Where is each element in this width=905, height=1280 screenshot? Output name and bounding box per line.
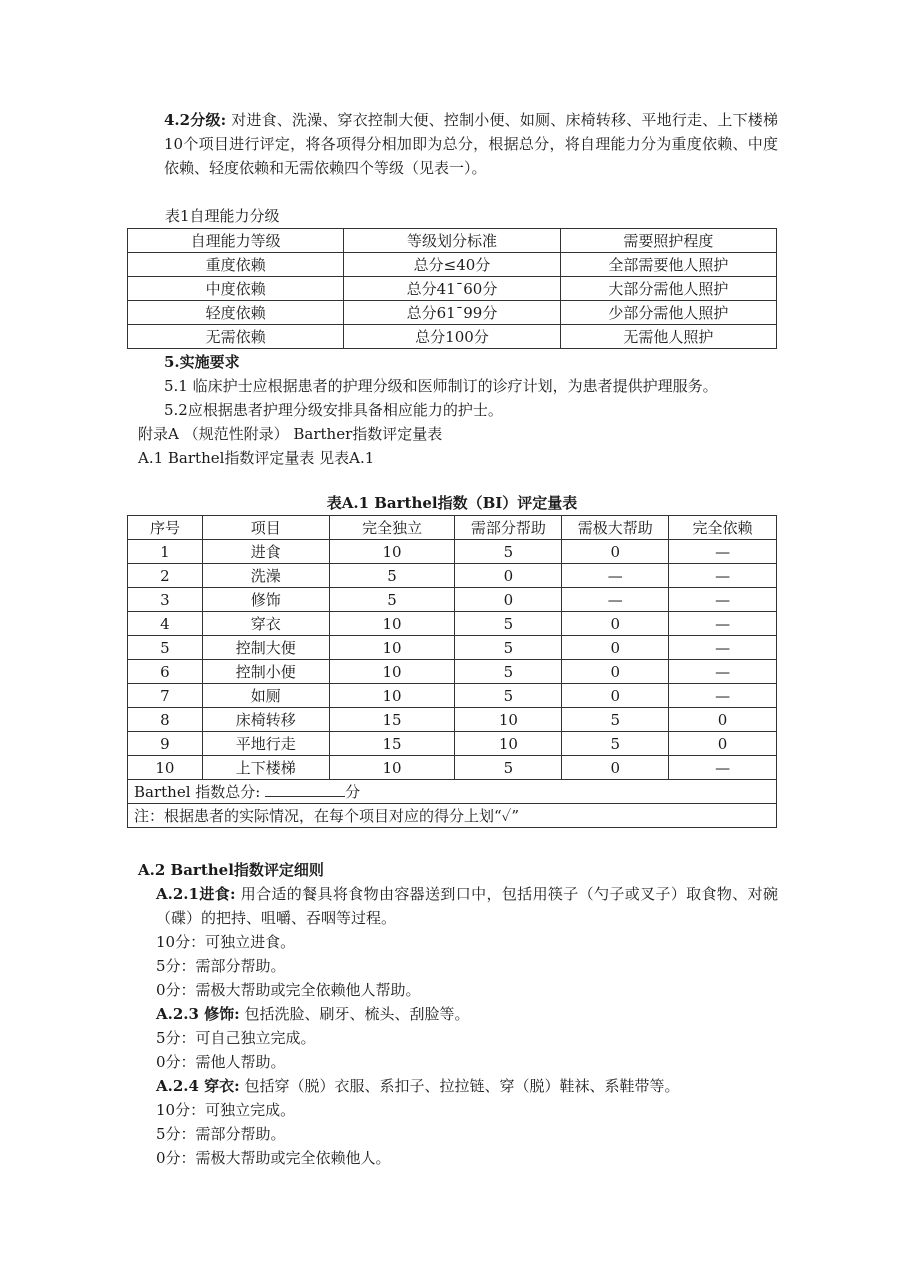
table-header-cell: 需部分帮助: [455, 516, 562, 540]
section-4-2: [138, 108, 778, 180]
table-cell: 0: [562, 684, 669, 708]
table-cell: —: [562, 588, 669, 612]
table-row: [128, 636, 777, 660]
table-row: [128, 540, 777, 564]
section-a21-label: A.2.1进食:: [156, 885, 236, 903]
table-cell: 15: [329, 732, 455, 756]
table-row: [128, 325, 777, 349]
table-header-cell: 需极大帮助: [562, 516, 669, 540]
table-cell: 控制小便: [202, 660, 329, 684]
table-cell: 10: [329, 684, 455, 708]
table-cell: 10: [329, 540, 455, 564]
score-line: 5分：需部分帮助。: [156, 1125, 286, 1143]
table-cell: 9: [128, 732, 203, 756]
barthel-table-caption: 表A.1 Barthel指数（BI）评定量表: [326, 494, 578, 512]
total-score-blank: [265, 782, 345, 797]
table-cell: 0: [455, 588, 562, 612]
table-cell: 5: [329, 564, 455, 588]
table-cell: 5: [455, 612, 562, 636]
table-cell: 中度依赖: [128, 277, 344, 301]
table-cell: 总分100分: [344, 325, 560, 349]
table-cell: —: [669, 636, 777, 660]
table-cell: —: [669, 684, 777, 708]
section-a23-text: 包括洗脸、刷牙、梳头、刮脸等。: [244, 1005, 470, 1023]
barthel-index-table: [127, 515, 777, 828]
table-cell: 全部需要他人照护: [560, 253, 776, 277]
table-cell: 5: [562, 732, 669, 756]
table-row: [128, 253, 777, 277]
table-cell: 5: [562, 708, 669, 732]
table-cell: 5: [455, 540, 562, 564]
table-row: [128, 564, 777, 588]
section-4-2-text: 对进食、洗澡、穿衣控制大便、控制小便、如厕、床椅转移、平地行走、上下楼梯10个项目进行评定，将各项得分相加即为总分，根据总分，将自理能力分为重度依赖、中度依赖、轻度依赖和无需依赖四个等级（见表一）。: [164, 111, 778, 177]
appendix-a-line: 附录A （规范性附录） Barther指数评定量表: [138, 425, 443, 443]
table-header-row: [128, 516, 777, 540]
table-cell: 15: [329, 708, 455, 732]
table-cell: 2: [128, 564, 203, 588]
table-cell: 上下楼梯: [202, 756, 329, 780]
table-cell: 0: [562, 756, 669, 780]
table-cell: 修饰: [202, 588, 329, 612]
table-footer-row: [128, 804, 777, 828]
table-cell: 10: [455, 732, 562, 756]
score-line: 5分：可自己独立完成。: [156, 1029, 316, 1047]
table-cell: 总分≤40分: [344, 253, 560, 277]
table-cell: 0: [669, 708, 777, 732]
table-cell: —: [562, 564, 669, 588]
table-cell: 7: [128, 684, 203, 708]
total-score-unit: 分: [345, 783, 361, 801]
table-cell: 控制大便: [202, 636, 329, 660]
section-a23-label: A.2.3 修饰:: [156, 1005, 240, 1023]
table-cell: —: [669, 564, 777, 588]
total-score-cell: [128, 780, 777, 804]
table-cell: 0: [669, 732, 777, 756]
section-a2: [138, 858, 778, 1170]
table-cell: —: [669, 588, 777, 612]
section-a21-text: 用合适的餐具将食物由容器送到口中，包括用筷子（勺子或叉子）取食物、对碗（碟）的把持、咀嚼、吞咽等过程。: [156, 885, 778, 927]
table-header-cell: 等级划分标准: [344, 229, 560, 253]
table-cell: —: [669, 612, 777, 636]
table-header-cell: 项目: [202, 516, 329, 540]
table-header-cell: 完全依赖: [669, 516, 777, 540]
table-cell: 10: [329, 636, 455, 660]
table-row: [128, 588, 777, 612]
table-cell: 如厕: [202, 684, 329, 708]
table-row: [128, 756, 777, 780]
table-row: [128, 684, 777, 708]
table-cell: 5: [455, 660, 562, 684]
table-cell: 无需他人照护: [560, 325, 776, 349]
table-cell: 0: [455, 564, 562, 588]
table-cell: 0: [562, 660, 669, 684]
table-cell: 总分61¯99分: [344, 301, 560, 325]
table-row: [128, 708, 777, 732]
table-cell: 3: [128, 588, 203, 612]
table-cell: 4: [128, 612, 203, 636]
table-header-cell: 自理能力等级: [128, 229, 344, 253]
section-5: [138, 350, 778, 470]
table-cell: 5: [455, 684, 562, 708]
table-cell: 0: [562, 540, 669, 564]
table-cell: 无需依赖: [128, 325, 344, 349]
table-cell: 进食: [202, 540, 329, 564]
table-header-cell: 完全独立: [329, 516, 455, 540]
table-cell: 1: [128, 540, 203, 564]
table-cell: 5: [128, 636, 203, 660]
table-cell: 少部分需他人照护: [560, 301, 776, 325]
table-cell: 10: [329, 660, 455, 684]
table-cell: 10: [455, 708, 562, 732]
table-cell: 5: [329, 588, 455, 612]
table-cell: 0: [562, 612, 669, 636]
score-line: 0分：需极大帮助或完全依赖他人。: [156, 1149, 391, 1167]
table-cell: 8: [128, 708, 203, 732]
section-a24-paragraph: [138, 1074, 778, 1098]
table-cell: 床椅转移: [202, 708, 329, 732]
table-header-cell: 序号: [128, 516, 203, 540]
table-cell: —: [669, 540, 777, 564]
table-cell: 5: [455, 756, 562, 780]
section-5-1: 5.1 临床护士应根据患者的护理分级和医师制订的诊疗计划，为患者提供护理服务。: [164, 377, 718, 395]
table-cell: 穿衣: [202, 612, 329, 636]
section-a2-title: A.2 Barthel指数评定细则: [138, 861, 324, 879]
total-score-label: Barthel 指数总分:: [134, 783, 261, 801]
table-header-cell: 需要照护程度: [560, 229, 776, 253]
table-cell: 10: [128, 756, 203, 780]
table-cell: 洗澡: [202, 564, 329, 588]
table-row: [128, 301, 777, 325]
table-cell: 重度依赖: [128, 253, 344, 277]
section-5-2: 5.2应根据患者护理分级安排具备相应能力的护士。: [164, 401, 503, 419]
table-cell: 6: [128, 660, 203, 684]
score-line: 10分：可独立完成。: [156, 1101, 296, 1119]
score-line: 0分：需极大帮助或完全依赖他人帮助。: [156, 981, 421, 999]
section-a21-paragraph: [138, 882, 778, 930]
section-5-title: 5.实施要求: [164, 353, 240, 371]
table-cell: 10: [329, 756, 455, 780]
table-cell: 平地行走: [202, 732, 329, 756]
section-4-2-label: 4.2分级:: [164, 111, 227, 129]
table-row: [128, 660, 777, 684]
table1-caption: 表1自理能力分级: [165, 207, 280, 225]
section-a24-label: A.2.4 穿衣:: [156, 1077, 240, 1095]
table-cell: —: [669, 756, 777, 780]
table-note: 注：根据患者的实际情况，在每个项目对应的得分上划“✓”: [128, 804, 777, 828]
section-4-2-paragraph: [138, 108, 778, 180]
table-cell: 10: [329, 612, 455, 636]
table-footer-row: [128, 780, 777, 804]
table-cell: 总分41¯60分: [344, 277, 560, 301]
self-care-level-table: [127, 228, 777, 349]
table-row: [128, 732, 777, 756]
section-a23-paragraph: [138, 1002, 778, 1026]
appendix-a1-line: A.1 Barthel指数评定量表 见表A.1: [138, 449, 375, 467]
table-row: [128, 277, 777, 301]
score-line: 5分：需部分帮助。: [156, 957, 286, 975]
table-row: [128, 612, 777, 636]
table-cell: 0: [562, 636, 669, 660]
score-line: 10分：可独立进食。: [156, 933, 296, 951]
table-cell: 大部分需他人照护: [560, 277, 776, 301]
table-cell: 轻度依赖: [128, 301, 344, 325]
score-line: 0分：需他人帮助。: [156, 1053, 286, 1071]
section-a24-text: 包括穿（脱）衣服、系扣子、拉拉链、穿（脱）鞋袜、系鞋带等。: [244, 1077, 680, 1095]
table-header-row: [128, 229, 777, 253]
table-cell: —: [669, 660, 777, 684]
table-cell: 5: [455, 636, 562, 660]
